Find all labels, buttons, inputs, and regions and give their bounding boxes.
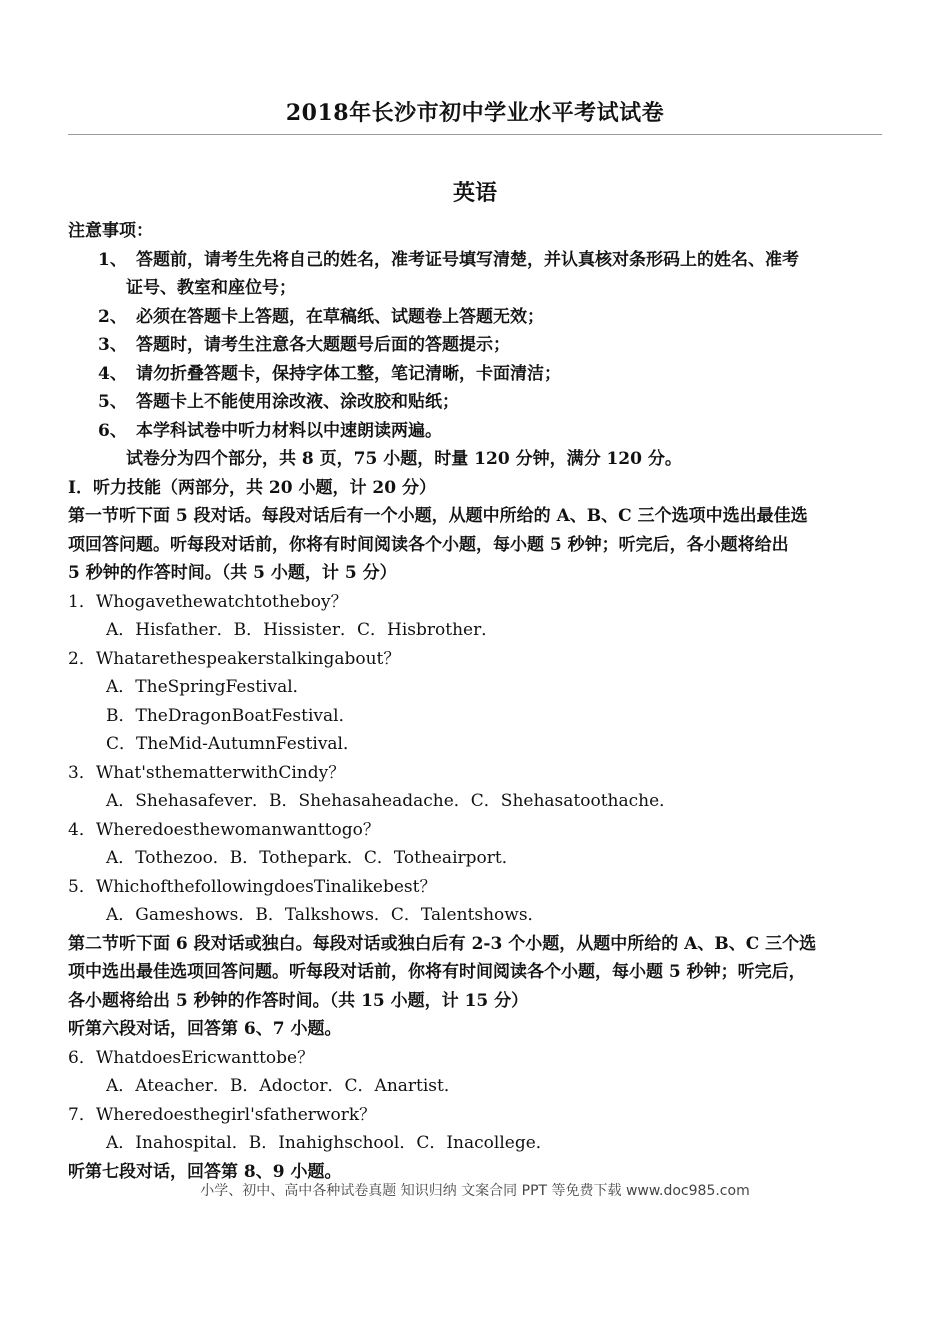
dialogue-heading: 听第七段对话，回答第 8、9 小题。 [68, 1161, 342, 1182]
title-divider [68, 134, 882, 135]
question-options: A．Shehasafever．B．Shehasaheadache．C．Shehasatoothache． [106, 791, 677, 811]
notice-item-text: 答题时，请考生注意各大题题号后面的答题提示； [136, 335, 510, 355]
notice-item-text: 必须在答题卡上答题，在草稿纸、试题卷上答题无效； [136, 306, 544, 327]
dialogue-heading: 听第六段对话，回答第 6、7 小题。 [68, 1019, 342, 1039]
notice-item-number: 3、 [98, 335, 127, 355]
notice-item-continuation: 证号、教室和座位号； [126, 278, 296, 298]
notice-heading: 注意事项： [68, 221, 153, 241]
section2-instructions-line: 第二节听下面 6 段对话或独白。每段对话或独白后有 2-3 个小题，从题中所给的 A、B、C 三个选 [68, 933, 817, 954]
question-text: 1．Whogavethewatchtotheboy？ [68, 591, 348, 612]
question-text: 6．WhatdoesEricwanttobe？ [68, 1047, 315, 1068]
question-option: B．TheDragonBoatFestival． [106, 705, 356, 726]
footer-watermark: 小学、初中、高中各种试卷真题 知识归纳 文案合同 PPT 等免费下载 www.doc985.com [200, 1183, 750, 1199]
exam-summary: 试卷分为四个部分，共 8 页，75 小题，时量 120 分钟，满分 120 分。 [126, 449, 682, 469]
section2-instructions-line: 项中选出最佳选项回答问题。听每段对话前，你将有时间阅读各个小题，每小题 5 秒钟；听完后， [68, 962, 806, 982]
question-option: A．TheSpringFestival． [106, 677, 310, 697]
question-options: A．Hisfather．B．Hissister．C．Hisbrother． [106, 620, 499, 640]
section1-instructions-line: 项回答问题。听每段对话前，你将有时间阅读各个小题，每小题 5 秒钟；听完后，各小题将给出 [68, 534, 789, 555]
section2-instructions-line: 各小题将给出 5 秒钟的作答时间。（共 15 小题，计 15 分） [68, 990, 529, 1011]
notice-item-number: 4、 [98, 363, 127, 384]
section1-instructions-line: 第一节听下面 5 段对话。每段对话后有一个小题，从题中所给的 A、B、C 三个选项中选出最佳选 [68, 506, 808, 526]
question-text: 7．Wheredoesthegirl'sfatherwork？ [68, 1104, 377, 1125]
question-option: C．TheMid-AutumnFestival． [106, 734, 360, 754]
notice-item [68, 303, 886, 332]
notice-item [68, 388, 886, 417]
question-text: 3．What'sthematterwithCindy？ [68, 762, 346, 783]
notice-item-text: 答题前，请考生先将自己的姓名，准考证号填写清楚，并认真核对条形码上的姓名、准考 [136, 249, 799, 270]
section1-instructions-line: 5 秒钟的作答时间。（共 5 小题，计 5 分） [68, 563, 397, 583]
question-text: 2．Whatarethespeakerstalkingabout？ [68, 648, 401, 669]
question-text: 4．Wheredoesthewomanwanttogo？ [68, 819, 380, 840]
question-options: A．Ateacher．B．Adoctor．C．Anartist． [106, 1076, 461, 1096]
question-options: A．Tothezoo．B．Tothepark．C．Totheairport． [106, 848, 519, 868]
subject-title: 英语 [452, 180, 497, 206]
notice-item [68, 417, 886, 446]
notice-item-number: 5、 [98, 392, 127, 412]
notice-item-number: 2、 [98, 306, 127, 327]
part1-heading: Ⅰ．听力技能（两部分，共 20 小题，计 20 分） [68, 477, 436, 498]
notice-item-text: 答题卡上不能使用涂改液、涂改胶和贴纸； [136, 392, 459, 412]
notice-item [68, 360, 886, 389]
exam-content [68, 217, 886, 1186]
notice-item-text: 本学科试卷中听力材料以中速朗读两遍。 [136, 420, 442, 441]
exam-title: 2018年长沙市初中学业水平考试试卷 [285, 100, 665, 126]
notice-item [68, 246, 886, 275]
notice-item-text: 请勿折叠答题卡，保持字体工整，笔记清晰，卡面清洁； [136, 363, 561, 384]
notice-item [68, 331, 886, 360]
notice-item-number: 1、 [98, 249, 127, 270]
question-options: A．Gameshows．B．Talkshows．C．Talentshows． [106, 905, 545, 925]
question-text: 5．WhichofthefollowingdoesTinalikebest？ [68, 876, 437, 897]
notice-item-number: 6、 [98, 420, 127, 441]
question-options: A．Inahospital．B．Inahighschool．C．Inacollege． [106, 1133, 553, 1153]
